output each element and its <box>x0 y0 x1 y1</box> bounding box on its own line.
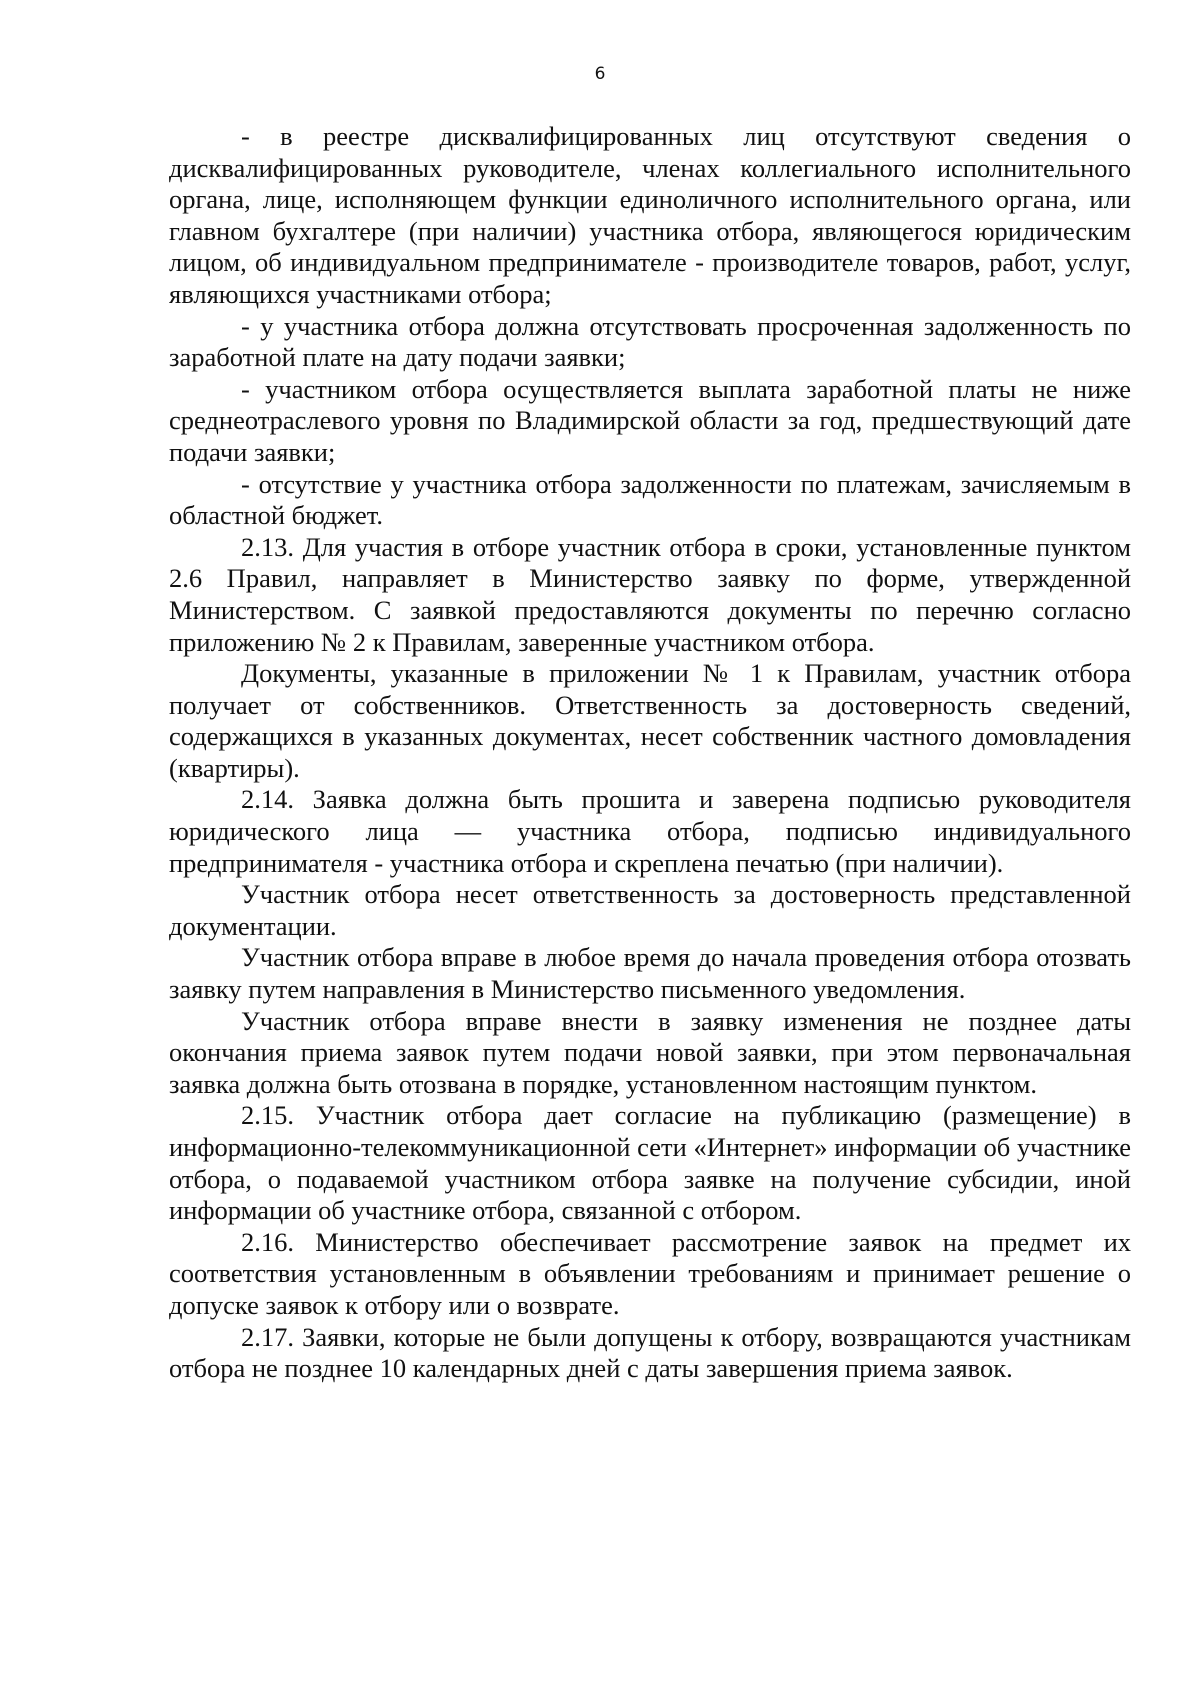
paragraph-responsibility: Участник отбора несет ответственность за достоверность представленной документации. <box>169 879 1131 941</box>
page-number: 6 <box>594 64 606 84</box>
paragraph-2-13: 2.13. Для участия в отборе участник отбора в сроки, установленные пунктом 2.6 Правил, направляет в Министерство заявку по форме, утвержденной Министерством. С заявкой предоставляются документы по перечню согласно приложению № 2 к Правилам, заверенные участником отбора. <box>169 531 1131 657</box>
paragraph-amend-application: Участник отбора вправе внести в заявку изменения не позднее даты окончания приема заявок путем подачи новой заявки, при этом первоначальная заявка должна быть отозвана в порядке, установленном настоящим пунктом. <box>169 1005 1131 1099</box>
paragraph-2-17: 2.17. Заявки, которые не были допущены к отбору, возвращаются участникам отбора не позднее 10 календарных дней с даты завершения приема заявок. <box>169 1321 1131 1384</box>
paragraph-wage-level: - участником отбора осуществляется выплата заработной платы не ниже среднеотраслевого уровня по Владимирской области за год, предшествующий дате подачи заявки; <box>169 373 1131 467</box>
paragraph-2-15: 2.15. Участник отбора дает согласие на публикацию (размещение) в информационно-телекоммуникационной сети «Интернет» информации об участнике отбора, о подаваемой участником отбора заявке на получение субсидии, иной информации об участнике отбора, связанной с отбором. <box>169 1100 1131 1226</box>
paragraph-disqualified-registry: - в реестре дисквалифицированных лиц отсутствуют сведения о дисквалифицированных руководителе, членах коллегиального исполнительного органа, лице, исполняющем функции единоличного исполнительного органа, или главном бухгалтере (при наличии) участника отбора, являющегося юридическим лицом, об индивидуальном предпринимателе - производителе товаров, работ, услуг, являющихся участниками отбора; <box>169 121 1131 309</box>
paragraph-2-16: 2.16. Министерство обеспечивает рассмотрение заявок на предмет их соответствия установленным в объявлении требованиям и принимает решение о допуске заявок к отбору или о возврате. <box>169 1226 1131 1320</box>
paragraph-withdraw-application: Участник отбора вправе в любое время до начала проведения отбора отозвать заявку путем направления в Министерство письменного уведомления. <box>169 942 1131 1005</box>
document-body <box>169 121 1131 1385</box>
paragraph-budget-debt: - отсутствие у участника отбора задолженности по платежам, зачисляемым в областной бюджет. <box>169 468 1131 531</box>
paragraph-wage-debt: - у участника отбора должна отсутствовать просроченная задолженность по заработной плате на дату подачи заявки; <box>169 310 1131 373</box>
paragraph-2-14: 2.14. Заявка должна быть прошита и заверена подписью руководителя юридического лица — участника отбора, подписью индивидуального предпринимателя - участника отбора и скреплена печатью (при наличии). <box>169 784 1131 878</box>
paragraph-documents-owners: Документы, указанные в приложении № 1 к Правилам, участник отбора получает от собственников. Ответственность за достоверность сведений, содержащихся в указанных документах, несет собственник частного домовладения (квартиры). <box>169 658 1131 783</box>
